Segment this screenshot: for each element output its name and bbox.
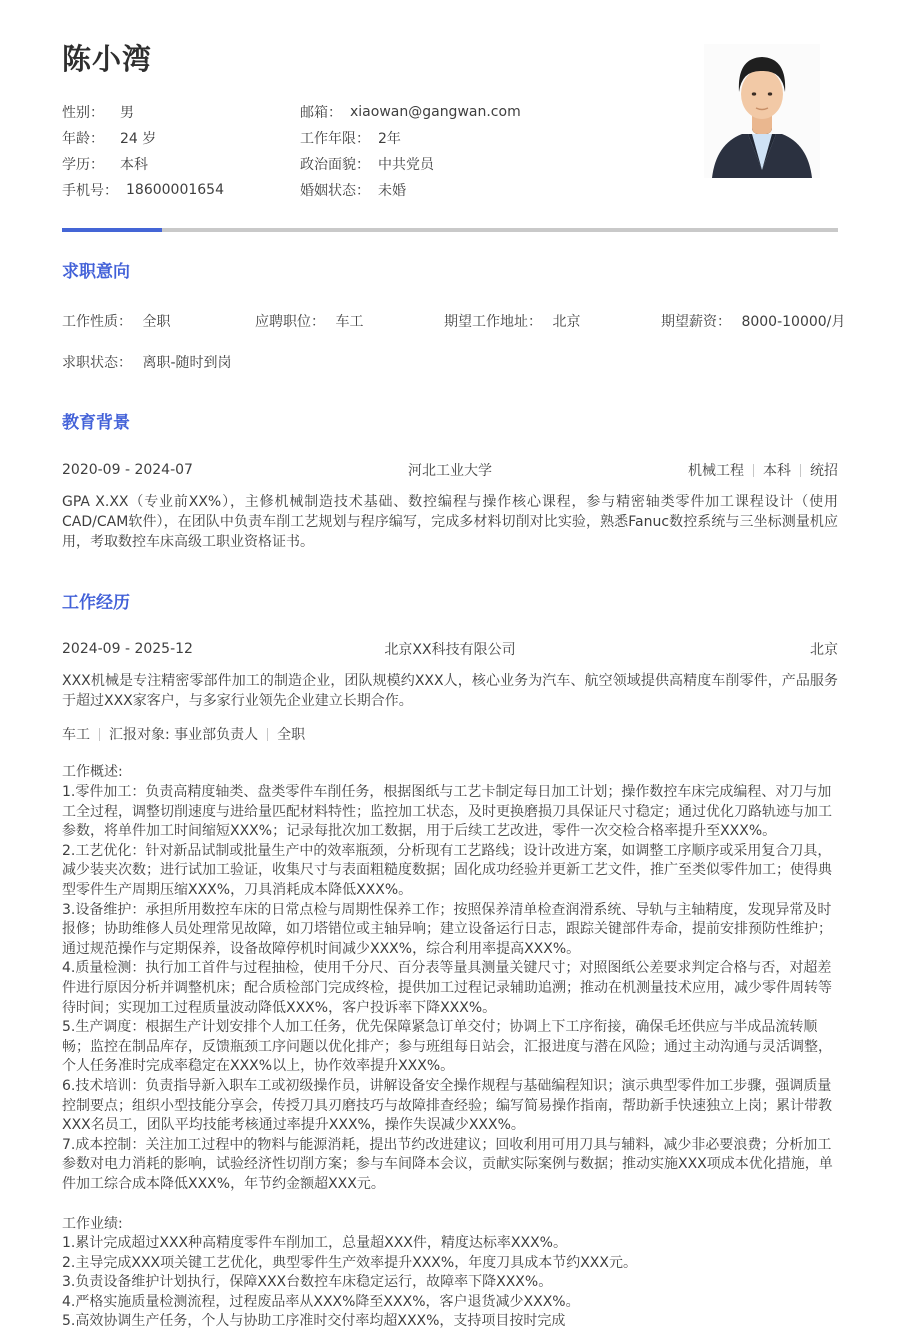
- work-report-to: 汇报对象: 事业部负责人: [109, 727, 258, 743]
- apply-position-label: 应聘职位：: [255, 314, 325, 330]
- political-status-value: 中共党员: [378, 154, 434, 174]
- duty-item-2: 2.工艺优化：针对新品试制或批量生产中的效率瓶颈，分析现有工艺路线；设计改进方案，如调整工序顺序或采用复合刀具，减少装夹次数；进行试加工验证，收集尺寸与表面粗糙度数据；固化成功经验并更新工艺文件，推广至类似零件加工；使得典型零件生产周期压缩XXX%，刀具消耗成本降低XXX%。: [62, 842, 838, 901]
- education-level-value: 本科: [120, 154, 148, 174]
- work-years-label: 工作年限：: [300, 128, 370, 148]
- achievement-item-4: 4.严格实施质量检测流程，过程废品率从XXX%降至XXX%，客户退货减少XXX%。: [62, 1293, 838, 1313]
- apply-position-value: 车工: [335, 314, 363, 330]
- divider-gray-segment: [162, 228, 838, 232]
- job-intent-nature: [62, 311, 255, 331]
- education-description: GPA X.XX（专业前XX%），主修机械制造技术基础、数控编程与操作核心课程，参与精密轴类零件加工课程设计（使用CAD/CAM软件），在团队中负责车削工艺规划与程序编写，完成多材料切削对比实验，熟悉Fanuc数控系统与三坐标测量机应用，考取数控车床高级工职业资格证书。: [62, 492, 838, 552]
- work-experience-row: [62, 639, 838, 659]
- age-label: 年龄：: [62, 128, 112, 148]
- education-degree: 本科: [763, 463, 791, 479]
- education-row: [62, 460, 838, 480]
- expected-location-label: 期望工作地址：: [444, 314, 542, 330]
- meta-separator: [99, 728, 100, 741]
- email-label: 邮箱：: [300, 102, 342, 122]
- work-employment-type: 全职: [277, 727, 305, 743]
- work-achievements-label: 工作业绩:: [62, 1215, 838, 1235]
- job-nature-value: 全职: [142, 314, 170, 330]
- info-row-education-level: [62, 151, 300, 177]
- company-intro: XXX机械是专注精密零部件加工的制造企业，团队规模约XXX人，核心业务为汽车、航空领域提供高精度车削零件，产品服务于超过XXX家客户，与多家行业领先企业建立长期合作。: [62, 671, 838, 711]
- duty-item-5: 5.生产调度：根据生产计划安排个人加工任务，优先保障紧急订单交付；协调上下工序衔接，确保毛坯供应与半成品流转顺畅；监控在制品库存，反馈瓶颈工序问题以优化排产；参与班组每日站会，汇报进度与潜在风险；通过主动沟通与灵活调整，个人任务准时完成率稳定在XXX%以上，协作效率提升XXX%。: [62, 1018, 838, 1077]
- job-intent-position: [255, 311, 444, 331]
- marital-status-value: 未婚: [378, 180, 406, 200]
- work-period: 2024-09 - 2025-12: [62, 641, 384, 657]
- resume-header: [62, 42, 838, 203]
- job-status-value: 离职-随时到岗: [142, 355, 231, 371]
- expected-salary-label: 期望薪资：: [661, 314, 731, 330]
- duty-item-7: 7.成本控制：关注加工过程中的物料与能源消耗，提出节约改进建议；回收利用可用刀具与辅料，减少非必要浪费；分析加工参数对电力消耗的影响，试验经济性切削方案；参与车间降本会议，贡献实际案例与数据；推动实施XXX项成本优化措施，单件加工综合成本降低XXX%，年节约金额超XXX元。: [62, 1136, 838, 1195]
- candidate-name: 陈小湾: [62, 42, 838, 77]
- education-major: 机械工程: [688, 463, 744, 479]
- education-school: 河北工业大学: [408, 460, 492, 480]
- meta-separator: [800, 464, 801, 477]
- info-row-age: [62, 125, 300, 151]
- work-overview-label: 工作概述:: [62, 763, 838, 783]
- info-row-marital-status: [300, 177, 838, 203]
- duty-item-1: 1.零件加工：负责高精度轴类、盘类零件车削任务，根据图纸与工艺卡制定每日加工计划；操作数控车床完成编程、对刀与加工全过程，调整切削速度与进给量匹配材料特性；监控加工状态，及时更换磨损刀具保证尺寸稳定；通过优化刀路轨迹与加工参数，将单件加工时间缩短XXX%；记录每批次加工数据，用于后续工艺改进，零件一次交检合格率提升至XXX%。: [62, 783, 838, 842]
- achievement-item-1: 1.累计完成超过XXX种高精度零件车削加工，总量超XXX件，精度达标率XXX%。: [62, 1234, 838, 1254]
- age-value: 24 岁: [120, 128, 156, 148]
- info-row-gender: [62, 99, 300, 125]
- duty-item-6: 6.技术培训：负责指导新入职车工或初级操作员，讲解设备安全操作规程与基础编程知识；演示典型零件加工步骤，强调质量控制要点；组织小型技能分享会，传授刀具刃磨技巧与故障排查经验；编写简易操作指南，帮助新手快速独立上岗；累计带教XXX名员工，团队平均技能考核通过率提升XXX%，操作失误减少XXX%。: [62, 1077, 838, 1136]
- work-position: 车工: [62, 727, 90, 743]
- meta-separator: [267, 728, 268, 741]
- duty-item-4: 4.质量检测：执行加工首件与过程抽检，使用千分尺、百分表等量具测量关键尺寸；对照图纸公差要求判定合格与否，对超差件进行原因分析并调整机床；配合质检部门完成终检，提供加工过程记录辅助追溯；推动在机测量技术应用，减少零件周转等待时间；实现加工过程质量波动降低XXX%，客户投诉率下降XXX%。: [62, 959, 838, 1018]
- job-intent-salary: [661, 311, 845, 331]
- achievement-item-3: 3.负责设备维护计划执行，保障XXX台数控车床稳定运行，故障率下降XXX%。: [62, 1273, 838, 1293]
- section-title-job-intent: 求职意向: [62, 263, 838, 283]
- section-title-work-experience: 工作经历: [62, 594, 838, 614]
- education-level-label: 学历：: [62, 154, 112, 174]
- achievement-item-2: 2.主导完成XXX项关键工艺优化，典型零件生产效率提升XXX%，年度刀具成本节约XXX元。: [62, 1254, 838, 1274]
- education-meta: [492, 460, 838, 480]
- phone-value: 18600001654: [126, 182, 224, 198]
- profile-photo: [704, 44, 820, 178]
- profile-photo-illustration: [704, 44, 820, 178]
- work-achievements-block: [62, 1215, 838, 1332]
- marital-status-label: 婚姻状态：: [300, 180, 370, 200]
- divider-blue-segment: [62, 228, 162, 232]
- work-years-value: 2年: [378, 128, 401, 148]
- education-period: 2020-09 - 2024-07: [62, 462, 408, 478]
- expected-salary-value: 8000-10000/月: [741, 314, 845, 330]
- email-value: xiaowan@gangwan.com: [350, 104, 521, 120]
- work-company: 北京XX科技有限公司: [384, 639, 515, 659]
- duty-item-3: 3.设备维护：承担所用数控车床的日常点检与周期性保养工作；按照保养清单检查润滑系统、导轨与主轴精度，发现异常及时报修；协助维修人员处理常见故障，如刀塔错位或主轴异响；建立设备运行日志，跟踪关键部件寿命，提前安排预防性维护；通过规范操作与定期保养，设备故障停机时间减少XXX%，综合利用率提高XXX%。: [62, 901, 838, 960]
- gender-label: 性别：: [62, 102, 112, 122]
- work-position-meta: [62, 724, 838, 744]
- work-overview-block: [62, 763, 838, 1194]
- political-status-label: 政治面貌：: [300, 154, 370, 174]
- job-nature-label: 工作性质：: [62, 314, 132, 330]
- job-intent-status: [62, 352, 838, 372]
- expected-location-value: 北京: [552, 314, 580, 330]
- work-location: 北京: [516, 639, 838, 659]
- education-admission: 统招: [810, 463, 838, 479]
- job-status-label: 求职状态：: [62, 355, 132, 371]
- section-title-education: 教育背景: [62, 414, 838, 434]
- job-intent-location: [444, 311, 661, 331]
- achievement-item-5: 5.高效协调生产任务，个人与协助工序准时交付率均超XXX%，支持项目按时完成: [62, 1312, 838, 1332]
- personal-info-left-column: [62, 99, 300, 203]
- meta-separator: [753, 464, 754, 477]
- header-divider: [62, 228, 838, 232]
- info-row-phone: [62, 177, 300, 203]
- job-intent-fields: [62, 311, 838, 331]
- phone-label: 手机号：: [62, 180, 118, 200]
- gender-value: 男: [120, 102, 134, 122]
